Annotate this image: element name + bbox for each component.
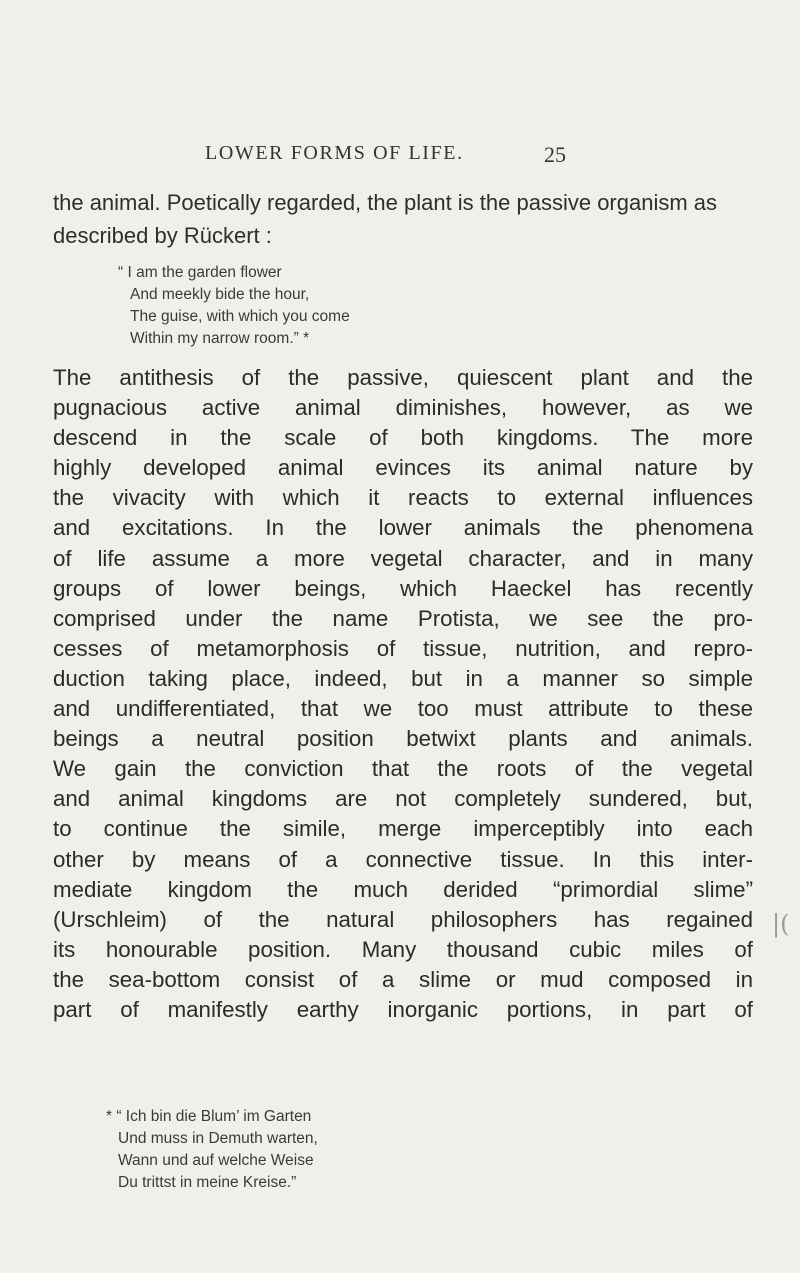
body-line: We gain the conviction that the roots of the vegetal	[53, 756, 753, 782]
footnote-line: Wann und auf welche Weise	[118, 1152, 314, 1169]
running-title: LOWER FORMS OF LIFE.	[205, 142, 464, 164]
body-line: (Urschleim) of the natural philosophers has regained	[53, 906, 753, 932]
body-line: and excitations. In the lower animals the phenomena	[53, 515, 753, 541]
footnote-line: Du trittst in meine Kreise.”	[118, 1174, 297, 1191]
body-line: descend in the scale of both kingdoms. The more	[53, 425, 753, 451]
body-line: The antithesis of the passive, quiescent plant and the	[53, 365, 753, 390]
body-line: the sea-bottom consist of a slime or mud composed in	[53, 966, 753, 992]
margin-mark: |(	[772, 910, 790, 938]
verse-line: And meekly bide the hour,	[130, 286, 310, 303]
body-line: to continue the simile, merge imperceptibly into each	[53, 816, 753, 842]
verse-line: “ I am the garden flower	[118, 264, 282, 281]
body-line: comprised under the name Protista, we see the pro-	[53, 605, 753, 631]
verse-line: Within my narrow room.” *	[130, 330, 310, 347]
body-line: pugnacious active animal diminishes, however, as we	[53, 395, 753, 421]
body-line: the vivacity with which it reacts to external influences	[53, 485, 753, 511]
intro-paragraph: the animal. Poetically regarded, the plant is the passive organism as described by Rückert :	[53, 190, 718, 248]
body-line: part of manifestly earthy inorganic portions, in part of	[53, 996, 753, 1022]
body-line: groups of lower beings, which Haeckel has recently	[53, 575, 753, 601]
body-line: cesses of metamorphosis of tissue, nutrition, and repro-	[53, 635, 753, 661]
body-line: highly developed animal evinces its animal nature by	[53, 455, 753, 481]
body-line: duction taking place, indeed, but in a manner so simple	[53, 665, 753, 691]
footnote-line: * “ Ich bin die Blum’ im Garten	[106, 1108, 312, 1125]
verse-quotation	[118, 262, 690, 350]
body-line: and undifferentiated, that we too must attribute to these	[53, 696, 753, 722]
body-line: its honourable position. Many thousand cubic miles of	[53, 936, 753, 962]
body-paragraph	[53, 363, 753, 1025]
body-line: of life assume a more vegetal character, and in many	[53, 545, 753, 571]
page-number: 25	[544, 142, 566, 167]
body-line: and animal kingdoms are not completely sundered, but,	[53, 786, 753, 812]
body-line: beings a neutral position betwixt plants and animals.	[53, 726, 753, 752]
body-line: mediate kingdom the much derided “primordial slime”	[53, 876, 753, 902]
footnote-line: Und muss in Demuth warten,	[118, 1130, 318, 1147]
footnote	[106, 1106, 678, 1194]
body-line: other by means of a connective tissue. In this inter-	[53, 846, 753, 872]
verse-line: The guise, with which you come	[130, 308, 350, 325]
